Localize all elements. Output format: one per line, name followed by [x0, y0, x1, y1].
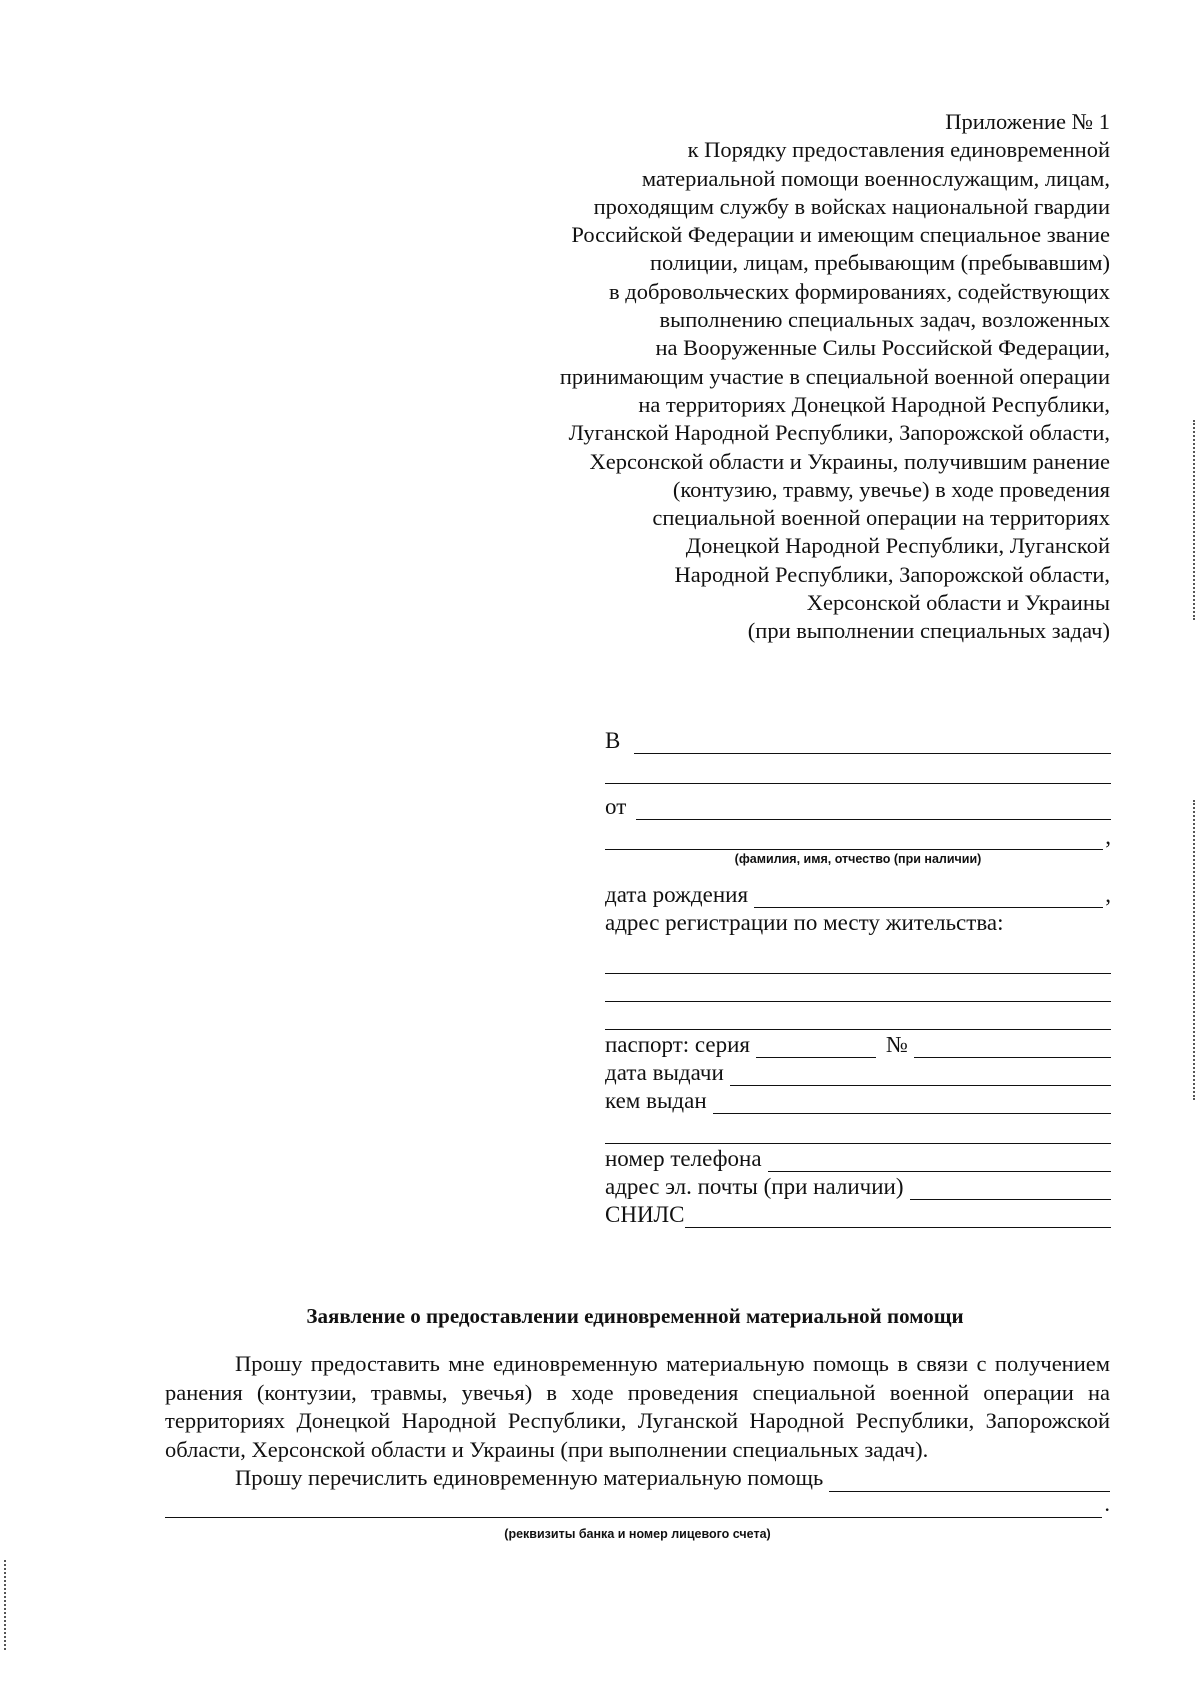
name-caption: (фамилия, имя, отчество (при наличии): [734, 852, 982, 866]
appendix-line: специальной военной операции на территориях: [652, 505, 1110, 531]
appendix-line: Луганской Народной Республики, Запорожской области,: [568, 420, 1110, 446]
applicant-form: [605, 728, 1111, 1228]
sender-label: от: [605, 794, 627, 819]
address-field-line1[interactable]: [605, 953, 1111, 974]
transfer-row: [165, 1464, 1110, 1492]
comma: ,: [1105, 882, 1111, 907]
phone-row: [605, 1144, 1111, 1172]
passport-series-label: паспорт: серия: [605, 1032, 751, 1057]
phone-field[interactable]: [768, 1151, 1111, 1172]
snils-field[interactable]: [685, 1207, 1111, 1228]
passport-number-field[interactable]: [914, 1037, 1111, 1058]
appendix-line: проходящим службу в войсках национальной гвардии: [593, 193, 1110, 219]
scan-edge-mark: [1193, 800, 1195, 1100]
appendix-line: (при выполнении специальных задач): [747, 618, 1110, 644]
address-field-line2[interactable]: [605, 981, 1111, 1002]
birth-date-row: [605, 878, 1111, 908]
appendix-line: Донецкой Народной Республики, Луганской: [685, 533, 1110, 559]
passport-number-label: №: [886, 1032, 908, 1057]
phone-label: номер телефона: [605, 1146, 762, 1171]
issue-date-label: дата выдачи: [605, 1060, 724, 1085]
issued-by-field[interactable]: [713, 1093, 1111, 1114]
email-row: [605, 1172, 1111, 1200]
appendix-line: к Порядку предоставления единовременной: [687, 137, 1110, 163]
sender-row: [605, 784, 1111, 820]
recipient-field-line2[interactable]: [605, 763, 1111, 784]
recipient-label: В: [605, 728, 621, 753]
recipient-row-2: [605, 754, 1111, 784]
snils-label: СНИЛС: [605, 1202, 685, 1227]
bank-details-field-line2[interactable]: [165, 1497, 1102, 1518]
full-name-field-line2[interactable]: [605, 829, 1103, 850]
transfer-text: Прошу перечислить единовременную материальную помощь: [235, 1464, 824, 1490]
statement-body: [165, 1350, 1110, 1549]
bank-caption: (реквизиты банка и номер лицевого счета): [504, 1527, 771, 1541]
full-name-field[interactable]: [636, 799, 1111, 820]
appendix-line: Российской Федерации и имеющим специальное звание: [571, 222, 1110, 248]
birth-date-label: дата рождения: [605, 882, 749, 907]
comma: ,: [1105, 824, 1111, 849]
issue-date-row: [605, 1058, 1111, 1086]
bank-details-field[interactable]: [829, 1471, 1110, 1492]
address-field-line3[interactable]: [605, 1009, 1111, 1030]
appendix-line: в добровольческих формированиях, содействующих: [609, 278, 1110, 304]
snils-row: [605, 1200, 1111, 1228]
appendix-line: Приложение № 1: [945, 109, 1110, 134]
issued-by-row-2: [605, 1114, 1111, 1144]
appendix-line: принимающим участие в специальной военной операции: [559, 363, 1110, 389]
appendix-line: выполнению специальных задач, возложенных: [659, 307, 1110, 333]
appendix-header: [440, 108, 1110, 646]
email-label: адрес эл. почты (при наличии): [605, 1174, 904, 1199]
appendix-line: Херсонской области и Украины, получившим ранение: [589, 448, 1110, 474]
appendix-line: Народной Республики, Запорожской области,: [674, 561, 1110, 587]
appendix-line: на территориях Донецкой Народной Республики,: [638, 391, 1110, 417]
statement-paragraph: Прошу предоставить мне единовременную материальную помощь в связи с получением ранения (контузии, травмы, увечья) в ходе проведения специальной военной операции на территориях Донецкой Народной Республики, Луганской Народной Республики, Запорожской области, Херсонской области и Украины (при выполнении специальных задач).: [165, 1351, 1110, 1462]
birth-date-field[interactable]: [754, 887, 1103, 908]
passport-series-field[interactable]: [756, 1037, 876, 1058]
address-row-2: [605, 974, 1111, 1002]
transfer-row-2: [165, 1492, 1110, 1518]
issued-by-row: [605, 1086, 1111, 1114]
address-row-1: [605, 936, 1111, 974]
appendix-line: полиции, лицам, пребывающим (пребывавшим): [650, 250, 1110, 276]
issue-date-field[interactable]: [730, 1065, 1111, 1086]
passport-row: [605, 1030, 1111, 1058]
scan-edge-mark: [1193, 420, 1195, 620]
email-field[interactable]: [910, 1179, 1112, 1200]
statement-title: Заявление о предоставлении единовременной материальной помощи: [306, 1304, 964, 1328]
address-label-row: [605, 908, 1111, 936]
address-row-3: [605, 1002, 1111, 1030]
recipient-field[interactable]: [634, 733, 1111, 754]
appendix-line: (контузию, травму, увечье) в ходе проведения: [672, 476, 1110, 502]
appendix-line: материальной помощи военнослужащим, лицам,: [641, 165, 1110, 191]
issued-by-field-line2[interactable]: [605, 1123, 1111, 1144]
issued-by-label: кем выдан: [605, 1088, 707, 1113]
appendix-line: Херсонской области и Украины: [806, 590, 1110, 616]
address-label: адрес регистрации по месту жительства:: [605, 910, 1004, 935]
sender-row-2: [605, 820, 1111, 850]
recipient-row: [605, 728, 1111, 754]
scan-edge-mark: [4, 1560, 6, 1650]
appendix-line: на Вооруженные Силы Российской Федерации,: [655, 335, 1110, 361]
period: .: [1104, 1490, 1110, 1516]
